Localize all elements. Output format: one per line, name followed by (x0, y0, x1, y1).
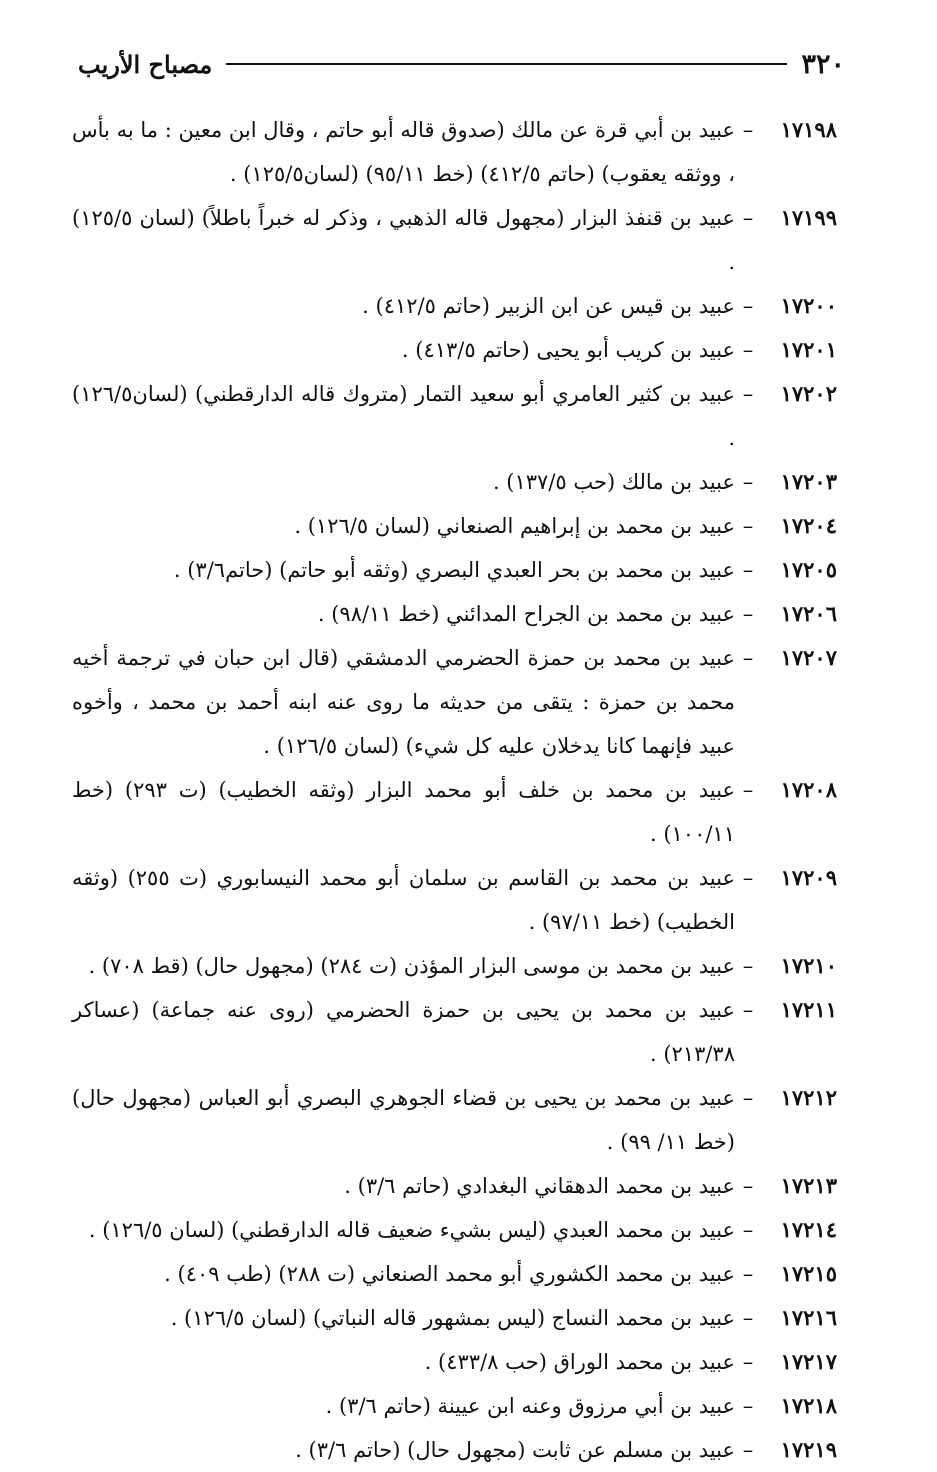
entry (72, 1164, 837, 1208)
entry (72, 504, 837, 548)
entry-dash: – (742, 1218, 754, 1242)
entry-text: عبيد بن محمد بن يحيى بن قضاء الجوهري البصري أبو العباس (مجهول حال) (خط ١١/ ٩٩) . (72, 1086, 735, 1154)
entry-number: ١٧٢٠٧ (780, 645, 837, 670)
entry-list (72, 108, 837, 1472)
entry-dash: – (742, 1350, 754, 1374)
entry (72, 768, 837, 856)
entry-text: عبيد بن أبي قرة عن مالك (صدوق قاله أبو حاتم ، وقال ابن معين : ما به بأس ، ووثقه يعقوب) (حاتم ٤١٢/٥) (خط ٩٥/١١) (لسان١٢٥/٥) . (72, 118, 735, 186)
page-header (78, 44, 845, 84)
entry-text: عبيد بن كريب أبو يحيى (حاتم ٤١٣/٥) . (401, 338, 735, 362)
entry-text: عبيد بن مالك (حب ١٣٧/٥) . (492, 470, 735, 494)
entry-number: ١٧١٩٨ (780, 117, 837, 142)
entry-number: ١٧٢٠٥ (780, 557, 837, 582)
entry-text: عبيد بن محمد بن إبراهيم الصنعاني (لسان ١٢٦/٥) . (294, 514, 735, 538)
entry (72, 372, 837, 460)
entry-dash: – (742, 558, 754, 582)
entry-number: ١٧٢١١ (780, 997, 837, 1022)
entry-text: عبيد بن محمد الكشوري أبو محمد الصنعاني (ت ٢٨٨) (طب ٤٠٩) . (164, 1262, 735, 1286)
entry-number: ١٧٢٠١ (780, 337, 837, 362)
entry (72, 548, 837, 592)
entry-dash: – (742, 646, 754, 670)
entry-number: ١٧٢٠٢ (780, 381, 837, 406)
entry-dash: – (742, 778, 754, 802)
entry-dash: – (742, 866, 754, 890)
entry-text: عبيد بن محمد بن الجراح المدائني (خط ٩٨/١١) . (317, 602, 735, 626)
entry-dash: – (742, 1174, 754, 1198)
entry-number: ١٧٢١٠ (780, 953, 837, 978)
entry (72, 1384, 837, 1428)
entry-number: ١٧٢٠٣ (780, 469, 837, 494)
entry-text: عبيد بن محمد بن خلف أبو محمد البزار (وثقه الخطيب) (ت ٢٩٣) (خط ١٠٠/١١) . (72, 778, 735, 846)
entry-number: ١٧٢١٥ (780, 1261, 837, 1286)
entry (72, 460, 837, 504)
entry (72, 328, 837, 372)
page-number: ٣٢٠ (801, 48, 845, 80)
entry-number: ١٧٢١٩ (780, 1437, 837, 1462)
entry (72, 1208, 837, 1252)
entry (72, 1252, 837, 1296)
entry-number: ١٧٢١٧ (780, 1349, 837, 1374)
entry-dash: – (742, 1306, 754, 1330)
entry (72, 856, 837, 944)
entry-text: عبيد بن محمد الدهقاني البغدادي (حاتم ٣/٦) . (344, 1174, 735, 1198)
entry-dash: – (742, 1262, 754, 1286)
entry (72, 1076, 837, 1164)
entry-dash: – (742, 602, 754, 626)
entry-dash: – (742, 1394, 754, 1418)
entry-dash: – (742, 1086, 754, 1110)
entry (72, 944, 837, 988)
entry-text: عبيد بن محمد بن موسى البزار المؤذن (ت ٢٨٤) (مجهول حال) (قط ٧٠٨) . (88, 954, 735, 978)
entry-dash: – (742, 954, 754, 978)
entry (72, 108, 837, 196)
entry-text: عبيد بن كثير العامري أبو سعيد التمار (متروك قاله الدارقطني) (لسان١٢٦/٥) . (72, 382, 735, 450)
entry-number: ١٧٢١٨ (780, 1393, 837, 1418)
entry-text: عبيد بن محمد الوراق (حب ٤٣٣/٨) . (424, 1350, 735, 1374)
entry-text: عبيد بن محمد بن بحر العبدي البصري (وثقه أبو حاتم) (حاتم٣/٦) . (173, 558, 735, 582)
entry (72, 1296, 837, 1340)
entry-dash: – (742, 118, 754, 142)
entry-number: ١٧٢٠٨ (780, 777, 837, 802)
entry-number: ١٧١٩٩ (780, 205, 837, 230)
entry-dash: – (742, 206, 754, 230)
entry-dash: – (742, 514, 754, 538)
entry-dash: – (742, 382, 754, 406)
entry-number: ١٧٢١٣ (780, 1173, 837, 1198)
entry-number: ١٧٢١٤ (780, 1217, 837, 1242)
entry-number: ١٧٢٠٠ (780, 293, 837, 318)
entry-number: ١٧٢١٢ (780, 1085, 837, 1110)
entry-number: ١٧٢٠٩ (780, 865, 837, 890)
entry-text: عبيد بن محمد العبدي (ليس بشيء ضعيف قاله الدارقطني) (لسان ١٢٦/٥) . (88, 1218, 735, 1242)
entry (72, 1428, 837, 1472)
entry-dash: – (742, 294, 754, 318)
entry-text: عبيد بن مسلم عن ثابت (مجهول حال) (حاتم ٣/٦) . (295, 1438, 735, 1462)
entry (72, 636, 837, 768)
entry-dash: – (742, 1438, 754, 1462)
entry-number: ١٧٢١٦ (780, 1305, 837, 1330)
entry (72, 592, 837, 636)
entry-dash: – (742, 470, 754, 494)
entry-text: عبيد بن قيس عن ابن الزبير (حاتم ٤١٢/٥) . (362, 294, 735, 318)
entry (72, 284, 837, 328)
entry (72, 1340, 837, 1384)
entry-text: عبيد بن قنفذ البزار (مجهول قاله الذهبي ، وذكر له خبراً باطلاً) (لسان ١٢٥/٥) . (72, 206, 735, 274)
entry-number: ١٧٢٠٤ (780, 513, 837, 538)
entry-number: ١٧٢٠٦ (780, 601, 837, 626)
entry-dash: – (742, 998, 754, 1022)
entry-text: عبيد بن محمد بن حمزة الحضرمي الدمشقي (قال ابن حبان في ترجمة أخيه محمد بن حمزة : يتقى من حديثه ما روى عنه ابنه أحمد بن محمد ، وأخوه عبيد فإنهما كانا يدخلان عليه كل شيء) (لسان ١٢٦/٥) . (72, 646, 735, 758)
entry-dash: – (742, 338, 754, 362)
entry-text: عبيد بن محمد بن القاسم بن سلمان أبو محمد النيسابوري (ت ٢٥٥) (وثقه الخطيب) (خط ٩٧/١١) . (72, 866, 735, 934)
entry (72, 196, 837, 284)
book-title: مصباح الأريب (78, 49, 213, 79)
entry-text: عبيد بن محمد بن يحيى بن حمزة الحضرمي (روى عنه جماعة) (عساكر ٢١٣/٣٨) . (72, 998, 735, 1066)
entry-text: عبيد بن أبي مرزوق وعنه ابن عيينة (حاتم ٣/٦) . (325, 1394, 735, 1418)
entry (72, 988, 837, 1076)
entry-text: عبيد بن محمد النساج (ليس بمشهور قاله النباتي) (لسان ١٢٦/٥) . (170, 1306, 735, 1330)
header-rule (226, 63, 787, 65)
